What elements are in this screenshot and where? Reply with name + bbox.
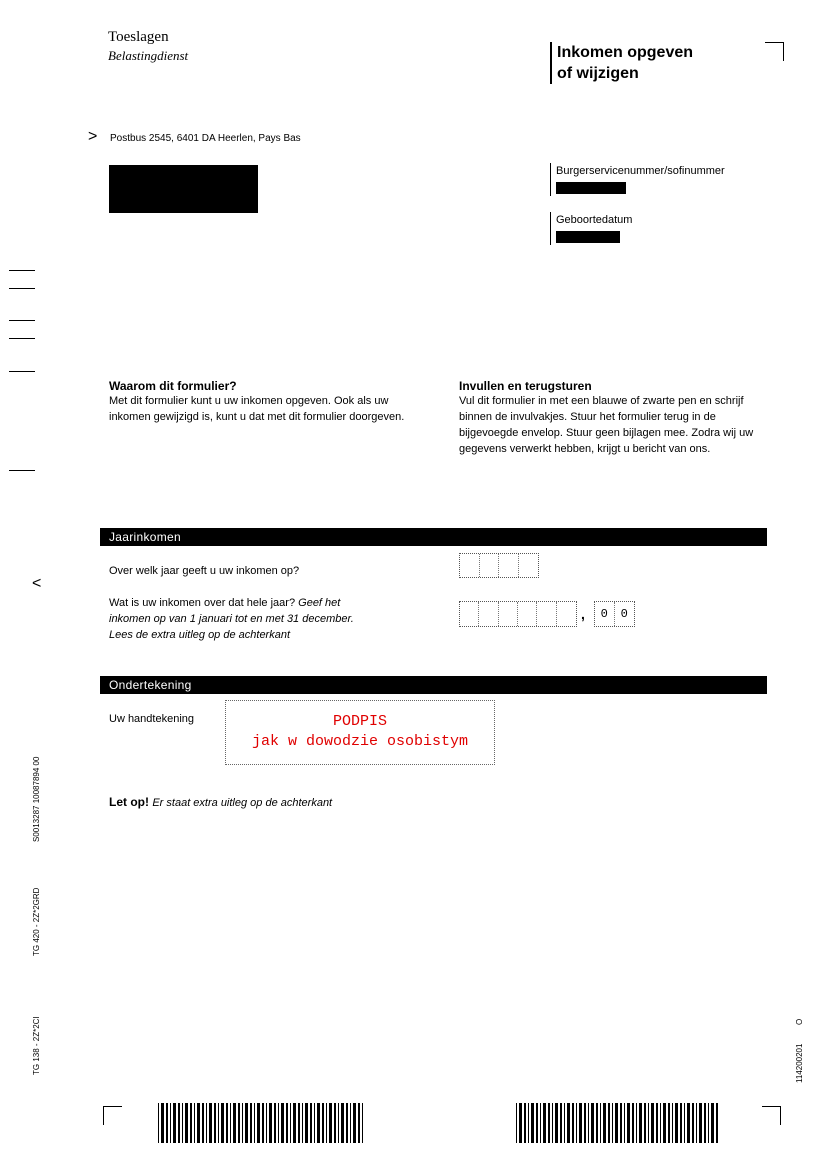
- chevron-left-icon: <: [32, 575, 42, 592]
- fill-text: Vul dit formulier in met een blauwe of zwarte pen en schrijf binnen de invulvakjes. Stuur het formulier terug in de bijgevoegde envelop. Stuur geen bijlagen mee. Zodra wij uw gegevens verwerkt hebben, krijgt u bericht van ons.: [459, 395, 754, 455]
- income-question-italic3: Lees de extra uitleg op de achterkant: [109, 629, 291, 641]
- redacted-address: [109, 165, 258, 213]
- margin-tick: [9, 470, 35, 471]
- let-op-bold: Let op!: [109, 795, 149, 809]
- income-digit[interactable]: [479, 602, 498, 626]
- fill-section: [459, 379, 773, 457]
- why-section: [109, 379, 409, 425]
- margin-code-2: TG 420 - 2Z*2GRD: [32, 887, 41, 956]
- year-digit[interactable]: [499, 554, 519, 577]
- redacted-birthdate: [556, 231, 620, 243]
- birthdate-label: Geboortedatum: [556, 214, 633, 226]
- income-input[interactable]: [459, 601, 577, 627]
- income-digit[interactable]: [537, 602, 556, 626]
- signature-note-line1: PODPIS: [332, 713, 387, 730]
- margin-tick: [9, 288, 35, 289]
- signature-note-line2: jak w dowodzie osobistym: [251, 733, 469, 750]
- margin-code-3: TG 138 - 2Z*2CI: [32, 1016, 41, 1075]
- cents-digit[interactable]: 0: [620, 607, 628, 621]
- corner-mark-bottom-right: [762, 1106, 781, 1125]
- income-digit[interactable]: [518, 602, 537, 626]
- logo-line1: Toeslagen: [108, 29, 169, 45]
- return-address: Postbus 2545, 6401 DA Heerlen, Pays Bas: [110, 133, 301, 144]
- why-text: Met dit formulier kunt u uw inkomen opgeven. Ook als uw inkomen gewijzigd is, kunt u dat met dit formulier doorgeven.: [109, 395, 405, 423]
- signature-box[interactable]: [225, 700, 495, 765]
- margin-tick: [9, 371, 35, 372]
- margin-tick: [9, 320, 35, 321]
- margin-code-5: O: [795, 1018, 804, 1025]
- income-digit[interactable]: [557, 602, 576, 626]
- fill-heading: Invullen en terugsturen: [459, 379, 592, 393]
- bsn-field: [550, 163, 725, 196]
- chevron-right-icon: >: [88, 128, 98, 145]
- jaarinkomen-bar: Jaarinkomen: [100, 528, 767, 546]
- margin-tick: [9, 338, 35, 339]
- year-digit[interactable]: [460, 554, 480, 577]
- year-digit[interactable]: [480, 554, 500, 577]
- let-op-italic: Er staat extra uitleg op de achterkant: [152, 797, 333, 809]
- corner-mark-bottom-left: [103, 1106, 122, 1125]
- form-title-line2: of wijzigen: [557, 65, 639, 82]
- form-title-line1: Inkomen opgeven: [557, 44, 694, 61]
- corner-mark-top-right: [765, 42, 784, 61]
- decimal-separator: ,: [581, 606, 585, 622]
- barcode-left: [158, 1103, 366, 1143]
- income-question-italic1: Geef het: [298, 597, 341, 609]
- year-digit[interactable]: [519, 554, 539, 577]
- cents-digit[interactable]: 0: [595, 602, 615, 626]
- margin-tick: [9, 270, 35, 271]
- income-digit[interactable]: [460, 602, 479, 626]
- margin-code-1: S0013287 10087894 00: [32, 756, 41, 842]
- year-question: Over welk jaar geeft u uw inkomen op?: [109, 565, 300, 577]
- income-digit[interactable]: [499, 602, 518, 626]
- logo-line2: Belastingdienst: [108, 48, 189, 63]
- year-input[interactable]: [459, 553, 539, 578]
- income-question-italic2: inkomen op van 1 januari tot en met 31 december.: [109, 613, 354, 625]
- cents-input[interactable]: [594, 601, 635, 627]
- ondertekening-bar: Ondertekening: [100, 676, 767, 694]
- form-title: [550, 42, 693, 84]
- bsn-label: Burgerservicenummer/sofinummer: [556, 165, 725, 177]
- redacted-bsn: [556, 182, 626, 194]
- signature-label: Uw handtekening: [109, 713, 195, 725]
- birthdate-field: [550, 212, 632, 245]
- barcode-right: [516, 1103, 722, 1143]
- why-heading: Waarom dit formulier?: [109, 379, 237, 393]
- margin-code-4: 114200201: [795, 1043, 804, 1083]
- income-question-bold: Wat is uw inkomen over dat hele jaar?: [109, 597, 296, 609]
- let-op-note: [109, 795, 332, 809]
- income-question: [109, 595, 409, 643]
